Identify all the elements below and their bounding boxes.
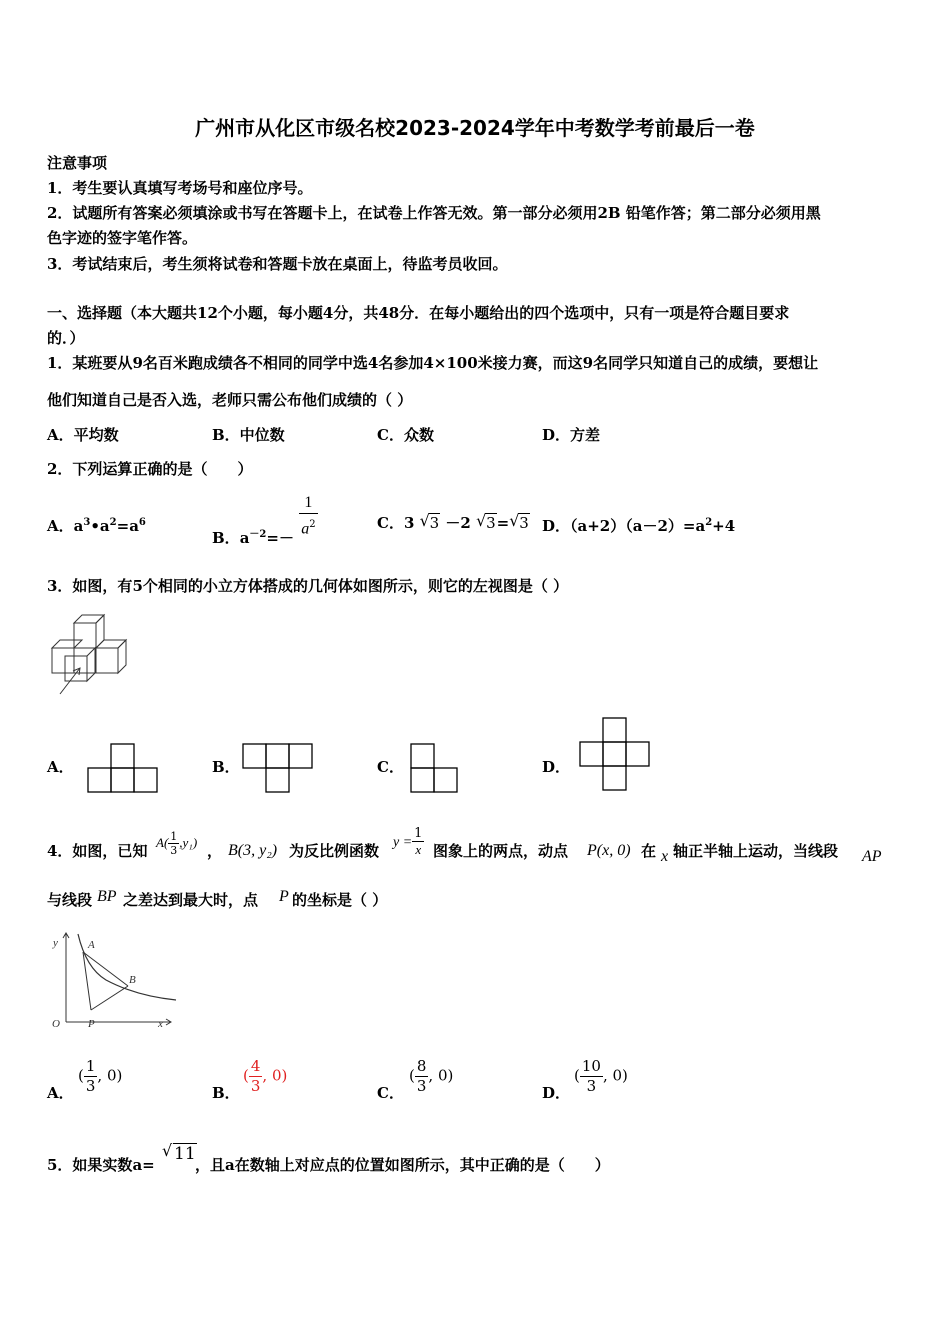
q2-stem: 2．下列运算正确的是（ ） (47, 460, 253, 478)
section-header-cont: 的．） (47, 329, 85, 347)
q2-option-b[interactable]: B．$a^{-2}=-$ $\frac{1}{a^2}$ (212, 494, 316, 547)
q4-option-d-label[interactable]: D． (542, 1084, 571, 1102)
q4-option-d[interactable]: ( $\frac{10}{3}$ , 0) (574, 1057, 628, 1095)
q4-option-a-label[interactable]: A． (47, 1084, 74, 1102)
label-b: B (129, 974, 136, 986)
q2-option-a[interactable]: A．$a^3•a^2=a^6$ (47, 517, 146, 535)
function-expr: y = $\frac{1}{x}$ (393, 826, 423, 857)
point-b-coord: B(3, y₂) (228, 842, 278, 859)
label-x: x (158, 1018, 163, 1030)
q1-stem-cont: 他们知道自己是否入选，老师只需公布他们成绩的（ ） (47, 391, 413, 409)
label-y: y (53, 937, 58, 949)
q4-option-b-label[interactable]: B． (212, 1084, 240, 1102)
note-line: 2．试题所有答案必须填涂或书写在答题卡上，在试卷上作答无效。第一部分必须用2B 铅笔作答；第二部分必须用黑 (47, 204, 821, 222)
sqrt-symbol: √ 3 (476, 513, 497, 532)
q3-option-d[interactable]: D． (542, 758, 571, 776)
q4-stem-part: 4．如图，已知 (47, 842, 148, 860)
q1-option-b[interactable]: B．中位数 (212, 426, 285, 444)
note-line: 3．考试结束后，考生须将试卷和答题卡放在桌面上，待监考员收回。 (47, 255, 508, 273)
note-line: 色字迹的签字笔作答。 (47, 229, 198, 247)
sqrt-symbol: √ 3 (420, 513, 441, 532)
label-p: P (88, 1018, 95, 1030)
q4-stem-part: 之差达到最大时，点 (123, 891, 259, 909)
sqrt-11: √ 11 (162, 1143, 197, 1164)
section-header: 一、选择题（本大题共12个小题，每小题4分，共48分．在每小题给出的四个选项中，只有一项是符合题目要求 (47, 304, 790, 322)
q4-stem-part: 与线段 (47, 891, 93, 909)
page-title: 广州市从化区市级名校2023-2024学年中考数学考前最后一卷 (195, 116, 755, 140)
sqrt-symbol: √ 3 (509, 513, 530, 532)
q4-option-c-label[interactable]: C． (377, 1084, 404, 1102)
q4-option-a[interactable]: ( $\frac{1}{3}$ , 0) (78, 1057, 123, 1095)
point-p: P (279, 888, 289, 905)
label-a: A (88, 939, 95, 951)
q2-option-d[interactable]: D．$(a+2)(a-2)=a^2+4$ (542, 517, 736, 535)
q4-separator: ， (207, 842, 223, 860)
q3-stem: 3．如图，有5个相同的小立方体搭成的几何体如图所示，则它的左视图是（ ） (47, 577, 569, 595)
label-o: O (52, 1018, 60, 1030)
cube-figure (44, 608, 134, 700)
q3-option-c[interactable]: C． (377, 758, 404, 776)
notes-heading: 注意事项 (47, 154, 108, 172)
var-x: x (661, 848, 669, 865)
q2-option-c[interactable]: C．3 √ 3 －2 √ 3=√ 3 (377, 512, 530, 533)
q4-option-b[interactable]: ( $\frac{4}{3}$ , 0) (243, 1057, 288, 1095)
q4-graph (46, 928, 186, 1032)
q1-stem: 1．某班要从9名百米跑成绩各不相同的同学中选4名参加4×100米接力赛，而这9名同学只知道自己的成绩，要想让 (47, 354, 819, 372)
segment-ap: AP (862, 848, 882, 865)
segment-bp: BP (97, 888, 117, 905)
q3-view-c[interactable] (410, 743, 462, 793)
q5-stem-part: 5．如果实数a= (47, 1156, 155, 1174)
q4-stem-part: 在 (641, 842, 657, 860)
q3-option-a[interactable]: A． (47, 758, 74, 776)
q4-stem-part: 轴正半轴上运动，当线段 (673, 842, 839, 860)
q4-stem-part: 为反比例函数 (289, 842, 380, 860)
q4-option-c[interactable]: ( $\frac{8}{3}$ , 0) (409, 1057, 454, 1095)
point-a-coord: A( $\frac{1}{3}$ ,y₁) (156, 830, 198, 857)
q1-option-c[interactable]: C．众数 (377, 426, 434, 444)
q1-option-d[interactable]: D．方差 (542, 426, 601, 444)
q3-view-a[interactable] (87, 743, 161, 793)
q4-stem-part: 图象上的两点，动点 (433, 842, 569, 860)
q3-option-b[interactable]: B． (212, 758, 240, 776)
q5-stem-part: ，且a在数轴上对应点的位置如图所示，其中正确的是（ ） (195, 1156, 610, 1174)
q4-stem-part: 的坐标是（ ） (292, 891, 388, 909)
note-line: 1．考生要认真填写考场号和座位序号。 (47, 179, 313, 197)
q3-view-d[interactable] (579, 717, 653, 793)
q3-view-b[interactable] (242, 743, 316, 793)
q1-option-a[interactable]: A．平均数 (47, 426, 119, 444)
point-p-coord: P(x, 0) (587, 842, 631, 859)
